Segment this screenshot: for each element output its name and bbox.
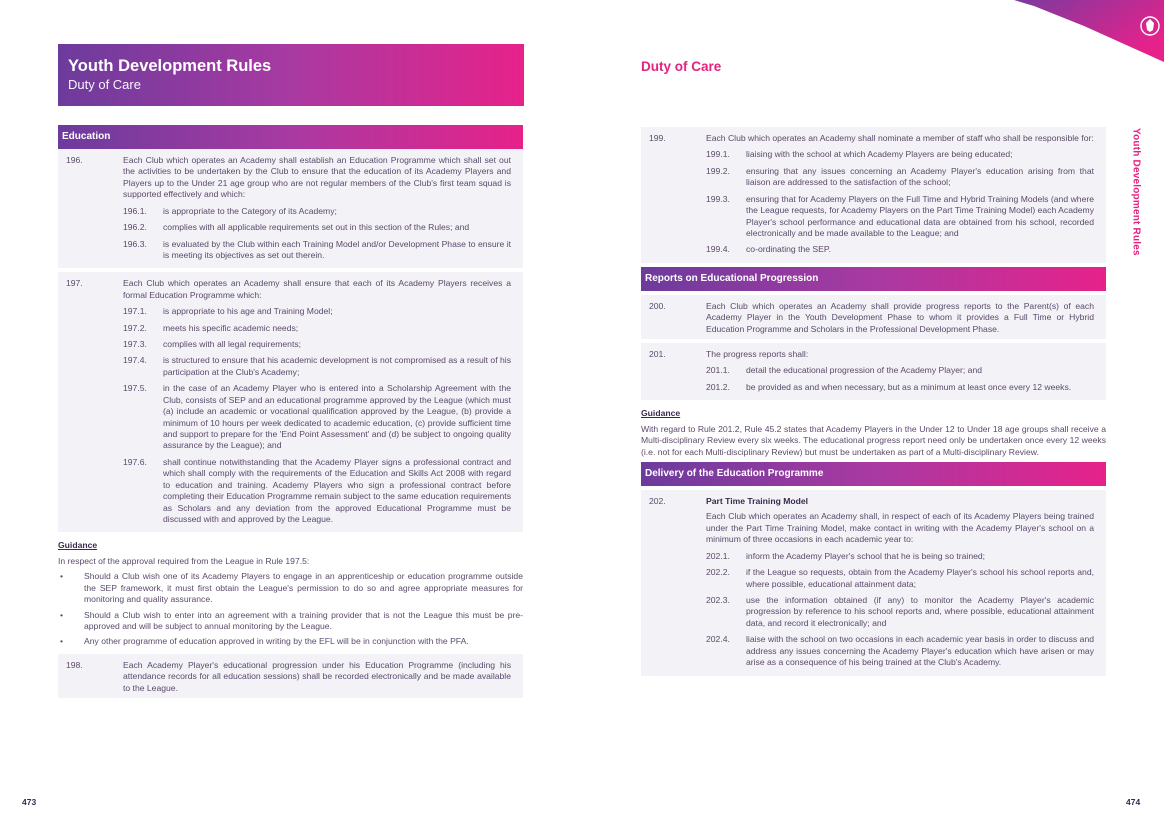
rule-text: Each Club which operates an Academy shall establish an Education Programme which shall set out the activities to be undertaken by the Club to ensure that the education of its Academy Players and Players up to the Under 21 age group who are not regular members of the Club's first team squad is supported effectively and which: xyxy=(123,155,511,200)
rule-number: 201. xyxy=(649,349,666,360)
sub-rule: 199.1. liaising with the school at which Academy Players are being educated; xyxy=(706,149,1013,160)
sub-rule: 196.2. complies with all applicable requirements set out in this section of the Rules; and xyxy=(123,222,470,233)
sub-rule: 201.1. detail the educational progression of the Academy Player; and xyxy=(706,365,983,376)
sub-rule: 199.2. ensuring that any issues concerning an Academy Player's education arising from that liaison are addressed to the satisfaction of the school; xyxy=(706,165,1094,188)
guidance-heading: Guidance xyxy=(641,408,681,419)
rule-196 xyxy=(58,149,523,268)
sub-rule: 202.2. if the League so requests, obtain from the Academy Player's school his school reports and, where possible, educational attainment data; xyxy=(706,567,1094,589)
rule-text: Each Club which operates an Academy shall provide progress reports to the Parent(s) of each Academy Player in the Youth Development Phase to whom it provides a Full Time or Hybrid Education Programme and Scholars in the Professional Development Phase. xyxy=(706,300,1094,334)
sub-rule: 197.2. meets his specific academic needs; xyxy=(123,322,299,333)
corner-gradient-decoration xyxy=(1014,0,1164,70)
bullet-dot: • xyxy=(60,609,64,620)
rule-number: 200. xyxy=(649,300,666,311)
rule-202 xyxy=(641,490,1106,675)
guidance-heading: Guidance xyxy=(58,540,98,551)
sub-rule: 199.3. ensuring that for Academy Players on the Full Time and Hybrid Training Models (and where the League requests, for Academy Players on the Part Time Training Model) each Academy Player's school performance and educational data are obtained from his school, recorded electronically and be made available to the League; and xyxy=(706,193,1094,238)
rule-number: 202. xyxy=(649,496,666,507)
rule-number: 197. xyxy=(66,278,83,289)
section-heading-education: Education xyxy=(58,125,523,149)
sub-rule: 202.1. inform the Academy Player's school that he is being so trained; xyxy=(706,550,986,561)
sub-rule: 197.1. is appropriate to his age and Training Model; xyxy=(123,306,333,317)
rule-text: The progress reports shall: xyxy=(706,349,809,360)
guidance-bullet: • Should a Club wish one of its Academy Players to engage in an apprenticeship or education programme outside the SEP framework, it must first obtain the League's permission to do so and agree appropriate measures for monitoring and quality assurance. xyxy=(60,571,523,605)
rule-text: Each Club which operates an Academy shall, in respect of each of its Academy Players being trained under the Part Time Training Model, make contact in writing with the Academy Player's school on a minimum of three occasions in each academic year to: xyxy=(706,511,1094,545)
rule-200 xyxy=(641,295,1106,339)
sub-rule: 201.2. be provided as and when necessary, but as a minimum at least once every 12 weeks. xyxy=(706,381,1072,392)
side-running-title: Youth Development Rules xyxy=(1130,128,1142,256)
sub-rule: 202.4. liaise with the school on two occasions in each academic year basis in order to discuss and address any issues concerning the Academy Player's education which have arisen or may arise as a consequence of his being trained at the Club's Academy. xyxy=(706,634,1094,668)
page-title: Youth Development Rules xyxy=(68,57,272,75)
sub-rule: 197.4. is structured to ensure that his academic development is not compromised as a result of his participation at the Club's Academy; xyxy=(123,355,511,377)
bullet-dot: • xyxy=(60,636,64,647)
rule-text: Each Club which operates an Academy shall nominate a member of staff who shall be responsible for: xyxy=(706,133,1094,143)
rule-number: 196. xyxy=(66,155,83,165)
sub-rule: 199.4. co-ordinating the SEP. xyxy=(706,244,831,255)
guidance-text: With regard to Rule 201.2, Rule 45.2 states that Academy Players in the Under 12 to Under 18 age groups shall receive a Multi-disciplinary Review every six weeks. The educational progress report need only be undertaken once every 12 weeks (i.e. not for each Multi-disciplinary Review) but must be undertaken as part of a Multi-disciplinary Review. xyxy=(641,423,1106,457)
guidance-bullet: • Should a Club wish to enter into an agreement with a training provider that is not the League this must be pre-approved and will be subject to annual monitoring by the League. xyxy=(60,609,523,631)
rule-number: 198. xyxy=(66,659,83,670)
sub-rule: 196.1. is appropriate to the Category of its Academy; xyxy=(123,205,337,216)
rule-201 xyxy=(641,343,1106,400)
page-number-right: 474 xyxy=(1126,797,1141,807)
rule-text: Each Club which operates an Academy shall ensure that each of its Academy Players receives a formal Education Programme which: xyxy=(123,278,511,300)
rule-198 xyxy=(58,654,523,698)
sub-rule: 197.6. shall continue notwithstanding that the Academy Player signs a professional contract and which shall comply with the requirements of the Education and Skills Act 2008 with regard to education and training. Academy Players who sign a professional contract before completing their Education Programme remain subject to the same education requirements as Scholars and any deviation from the approved Educational Programme must be discussed with and approved by the League. xyxy=(123,456,511,524)
sub-rule: 197.5. in the case of an Academy Player who is entered into a Scholarship Agreement with the Club, consists of SEP and an educational programme approved by the League (which must (a) include an academic or vocational qualification approved by the League, (b) provide a minimum of 10 hours per week dedicated to academic education, (c) provide sufficient time and support to prepare for the 'End Point Assessment' and (d) be subject to ongoing quality assurance by the League); and xyxy=(123,383,511,451)
sub-rule: 202.3. use the information obtained (if any) to monitor the Academy Player's academic progression by reference to his school reports and, where possible, educational attainment data, and record it electronically; and xyxy=(706,594,1094,628)
section-heading-reports: Reports on Educational Progression xyxy=(641,267,1106,291)
page-number-left: 473 xyxy=(22,797,37,807)
section-heading-delivery: Delivery of the Education Programme xyxy=(641,462,1106,486)
rule-197 xyxy=(58,272,523,532)
bullet-dot: • xyxy=(60,571,64,582)
sub-rule: 196.3. is evaluated by the Club within each Training Model and/or Development Phase to ensure it is meeting its objectives as set out therein. xyxy=(123,238,511,260)
sub-rule: 197.3. complies with all legal requirements; xyxy=(123,339,302,350)
guidance-intro: In respect of the approval required from the League in Rule 197.5: xyxy=(58,555,310,566)
header-banner xyxy=(58,44,524,106)
rule-number: 199. xyxy=(649,133,666,143)
rule-text: Each Academy Player's educational progression under his Education Programme (including his attendance records for all education sessions) shall be recorded electronically and be made available to the League. xyxy=(123,659,511,693)
right-page-title: Duty of Care xyxy=(641,59,722,74)
guidance-bullet: • Any other programme of education approved in writing by the EFL will be in conjunction with the PFA. xyxy=(60,636,469,647)
rule-heading: Part Time Training Model xyxy=(706,496,809,507)
page-subtitle: Duty of Care xyxy=(68,77,141,92)
rule-199 xyxy=(641,127,1106,263)
left-column xyxy=(58,125,523,702)
right-column xyxy=(641,127,1106,680)
